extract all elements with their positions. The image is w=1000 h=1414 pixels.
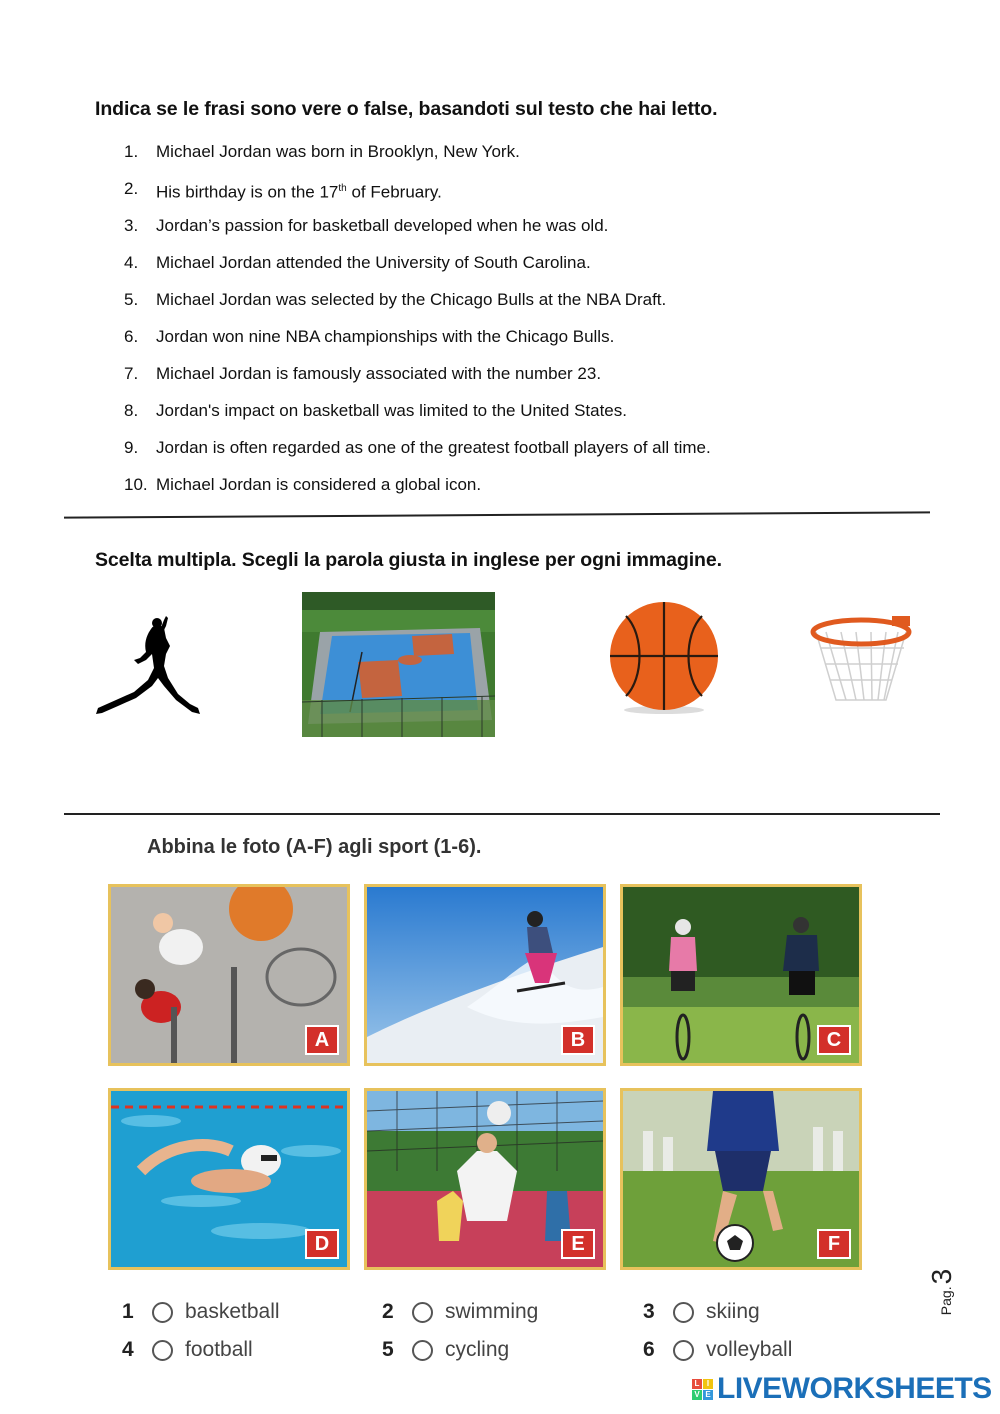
jumpman-logo-icon	[94, 616, 202, 718]
option-skiing: 3 skiing	[643, 1300, 760, 1323]
photo-c	[620, 884, 862, 1066]
option-basketball: 1 basketball	[122, 1300, 280, 1323]
basketball-hoop-icon	[806, 612, 916, 706]
multiple-choice-heading: Scelta multipla. Scegli la parola giusta in inglese per ogni immagine.	[95, 549, 722, 571]
true-false-heading: Indica se le frasi sono vere o false, basandoti sul testo che hai letto.	[95, 98, 718, 120]
divider	[64, 511, 930, 518]
list-item: 4. Michael Jordan attended the University of South Carolina.	[124, 253, 591, 272]
photo-d	[108, 1088, 350, 1270]
answer-radio[interactable]	[673, 1302, 694, 1323]
list-item: 10. Michael Jordan is considered a global icon.	[124, 475, 482, 494]
answer-radio[interactable]	[673, 1340, 694, 1361]
photo-letter-badge: B	[561, 1025, 595, 1055]
page-number: Pag. 3	[926, 1268, 957, 1316]
option-football: 4 football	[122, 1338, 253, 1361]
answer-radio[interactable]	[152, 1340, 173, 1361]
option-cycling: 5 cycling	[382, 1338, 510, 1361]
matching-heading: Abbina le foto (A-F) agli sport (1-6).	[147, 836, 482, 858]
answer-radio[interactable]	[412, 1340, 433, 1361]
liveworksheets-logo: L I V E LIVEWORKSHEETS	[692, 1372, 992, 1406]
list-item: 1. Michael Jordan was born in Brooklyn, New York.	[124, 142, 520, 161]
list-item: 8. Jordan's impact on basketball was limited to the United States.	[124, 401, 627, 420]
list-item: 7. Michael Jordan is famously associated with the number 23.	[124, 364, 602, 383]
photo-f	[620, 1088, 862, 1270]
list-item: 9. Jordan is often regarded as one of the greatest football players of all time.	[124, 438, 711, 457]
photo-letter-badge: D	[305, 1229, 339, 1259]
list-item: 6. Jordan won nine NBA championships with the Chicago Bulls.	[124, 327, 615, 346]
option-swimming: 2 swimming	[382, 1300, 539, 1323]
list-item: 2. His birthday is on the 17th of February.	[124, 179, 442, 202]
photo-letter-badge: E	[561, 1229, 595, 1259]
list-item: 5. Michael Jordan was selected by the Chicago Bulls at the NBA Draft.	[124, 290, 667, 309]
photo-a	[108, 884, 350, 1066]
photo-letter-badge: C	[817, 1025, 851, 1055]
statements-list	[124, 141, 711, 511]
photo-letter-badge: F	[817, 1229, 851, 1259]
answer-radio[interactable]	[152, 1302, 173, 1323]
divider	[64, 813, 940, 815]
photo-b	[364, 884, 606, 1066]
basketball-ball-icon	[608, 600, 720, 716]
photo-e	[364, 1088, 606, 1270]
basketball-court-image	[302, 592, 495, 737]
answer-radio[interactable]	[412, 1302, 433, 1323]
photo-letter-badge: A	[305, 1025, 339, 1055]
option-volleyball: 6 volleyball	[643, 1338, 793, 1361]
list-item: 3. Jordan’s passion for basketball developed when he was old.	[124, 216, 609, 235]
liveworksheets-logo-icon: L I V E	[692, 1379, 713, 1400]
